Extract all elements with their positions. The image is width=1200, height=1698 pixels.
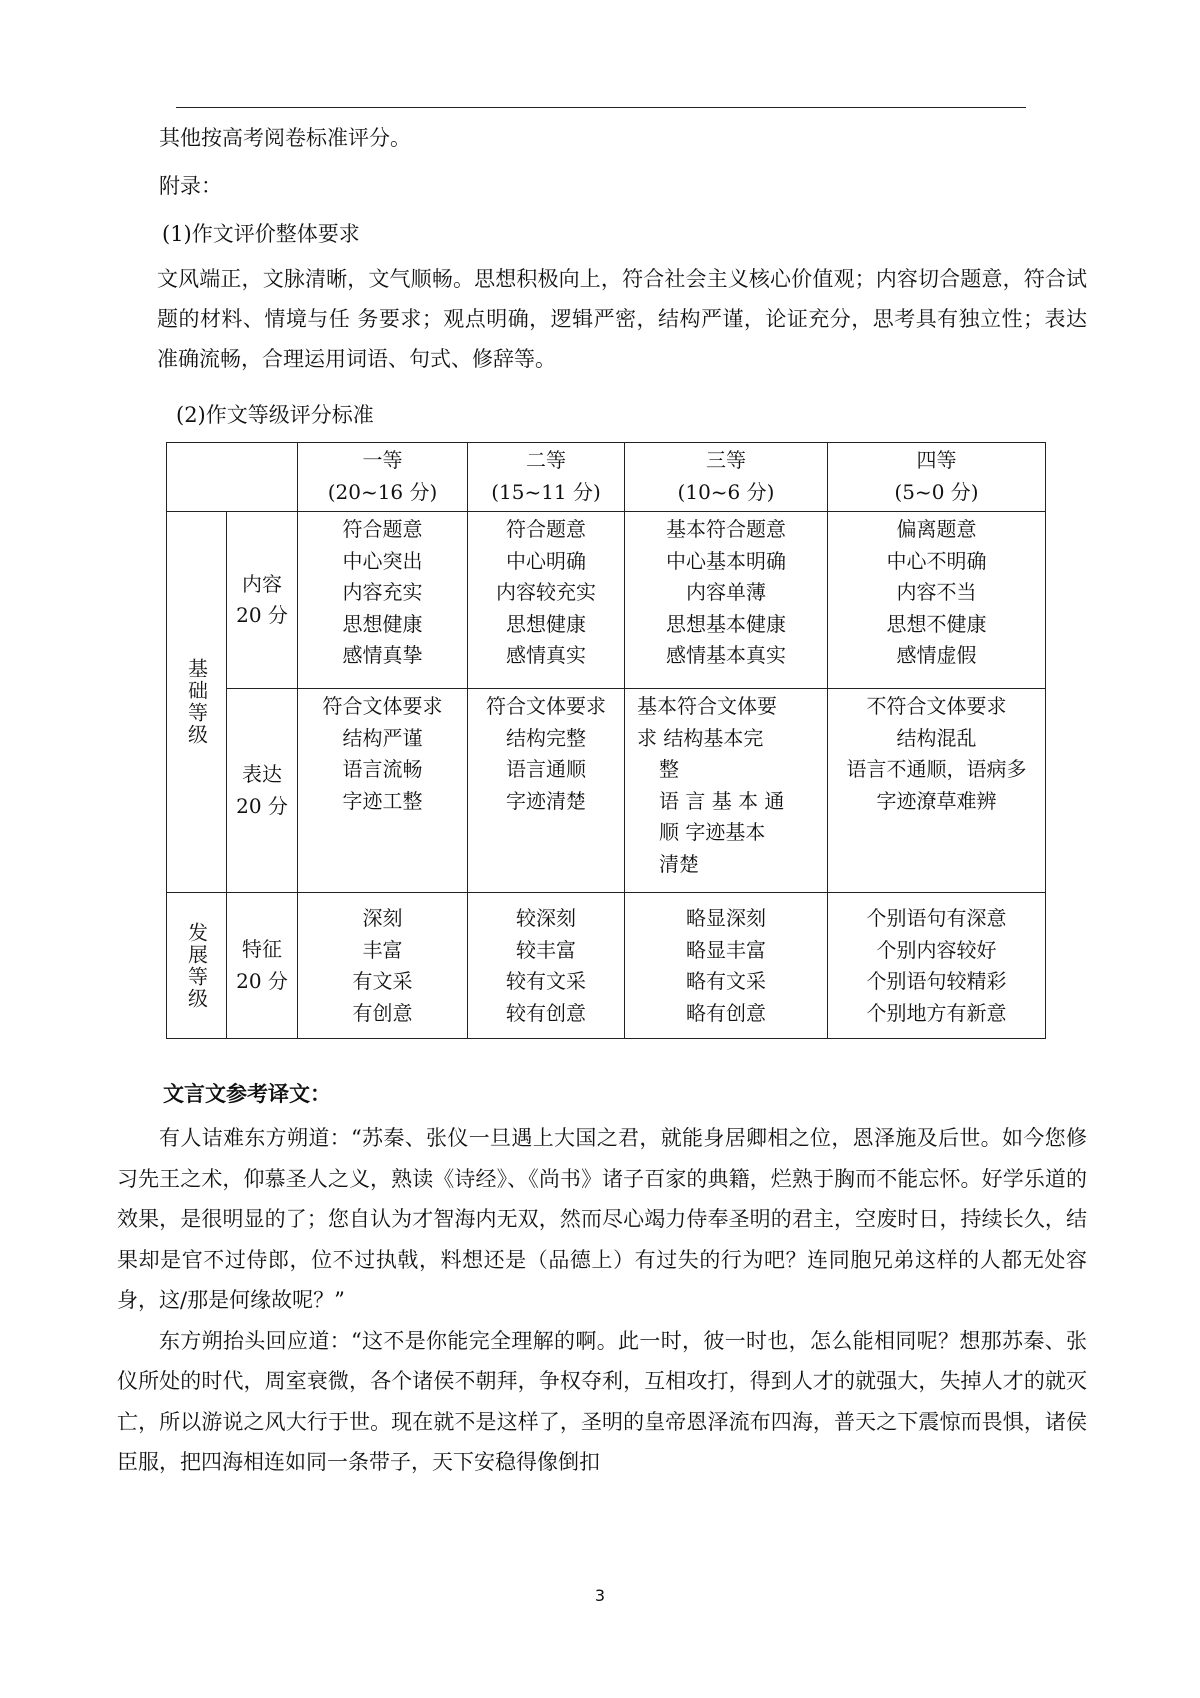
header-grade-3: 三等 (10~6 分) xyxy=(625,443,828,512)
expression-label: 表达 20 分 xyxy=(227,689,298,893)
header-grade-1: 一等 (20~16 分) xyxy=(298,443,468,512)
section-2-title: (2)作文等级评分标准 xyxy=(176,403,374,427)
basic-level-label: 基础等级 xyxy=(167,512,227,893)
feature-grade-1: 深刻 丰富 有文采 有创意 xyxy=(298,893,468,1039)
header-rule xyxy=(176,107,1026,108)
appendix-label: 附录： xyxy=(159,174,222,198)
content-grade-2: 符合题意 中心明确 内容较充实 思想健康 感情真实 xyxy=(468,512,625,689)
overall-requirement-text: 文风端正，文脉清晰，文气顺畅。思想积极向上，符合社会主义核心价值观；内容切合题意，符合试题的材料、情境与任 务要求；观点明确，逻辑严密，结构严谨，论证充分，思考具有独立性；表达准确流畅，合理运用词语、句式、修辞等。 xyxy=(157,267,1087,371)
expression-grade-1: 符合文体要求 结构严谨 语言流畅 字迹工整 xyxy=(298,689,468,893)
page-number: 3 xyxy=(594,1586,606,1605)
feature-grade-3: 略显深刻 略显丰富 略有文采 略有创意 xyxy=(625,893,828,1039)
content-row xyxy=(167,512,1046,689)
translation-heading: 文言文参考译文： xyxy=(163,1081,331,1106)
expression-grade-2: 符合文体要求 结构完整 语言通顺 字迹清楚 xyxy=(468,689,625,893)
scoring-note: 其他按高考阅卷标准评分。 xyxy=(159,126,411,150)
translation-paragraph: 东方朔抬头回应道：“这不是你能完全理解的啊。此一时，彼一时也，怎么能相同呢？想那苏秦、张仪所处的时代，周室衰微，各个诸侯不朝拜，争权夺利，互相攻打，得到人才的就强大，失掉人才的就灭亡，所以游说之风大行于世。现在就不是这样了，圣明的皇帝恩泽流布四海，普天之下震惊而畏惧，诸侯臣服，把四海相连如同一条带子，天下安稳得像倒扣 xyxy=(117,1328,1087,1474)
header-row xyxy=(167,443,1046,512)
grading-table xyxy=(166,442,1046,1039)
corner-cell xyxy=(167,443,298,512)
expression-grade-4: 不符合文体要求 结构混乱 语言不通顺，语病多 字迹潦草难辨 xyxy=(828,689,1046,893)
header-grade-2: 二等 (15~11 分) xyxy=(468,443,625,512)
content-grade-4: 偏离题意 中心不明确 内容不当 思想不健康 感情虚假 xyxy=(828,512,1046,689)
translation-body xyxy=(117,1118,1087,1483)
content-label: 内容 20 分 xyxy=(227,512,298,689)
section-1-title: (1)作文评价整体要求 xyxy=(162,222,360,246)
expression-row xyxy=(167,689,1046,893)
development-level-label: 发展等级 xyxy=(167,893,227,1039)
content-grade-3: 基本符合题意 中心基本明确 内容单薄 思想基本健康 感情基本真实 xyxy=(625,512,828,689)
feature-grade-2: 较深刻 较丰富 较有文采 较有创意 xyxy=(468,893,625,1039)
feature-label: 特征 20 分 xyxy=(227,893,298,1039)
translation-paragraph: 有人诘难东方朔道：“苏秦、张仪一旦遇上大国之君，就能身居卿相之位，恩泽施及后世。如今您修习先王之术，仰慕圣人之义，熟读《诗经》、《尚书》诸子百家的典籍，烂熟于胸而不能忘怀。好学乐道的效果，是很明显的了；您自认为才智海内无双，然而尽心竭力侍奉圣明的君主，空废时日，持续长久，结果却是官不过侍郎，位不过执戟，料想还是（品德上）有过失的行为吧？连同胞兄弟这样的人都无处容身，这/那是何缘故呢？” xyxy=(117,1126,1087,1312)
expression-grade-3: 基本符合文体要 求 结构基本完 整 语 言 基 本 通 顺 字迹基本 清楚 xyxy=(625,689,828,893)
content-grade-1: 符合题意 中心突出 内容充实 思想健康 感情真挚 xyxy=(298,512,468,689)
feature-grade-4: 个别语句有深意 个别内容较好 个别语句较精彩 个别地方有新意 xyxy=(828,893,1046,1039)
header-grade-4: 四等 (5~0 分) xyxy=(828,443,1046,512)
feature-row xyxy=(167,893,1046,1039)
